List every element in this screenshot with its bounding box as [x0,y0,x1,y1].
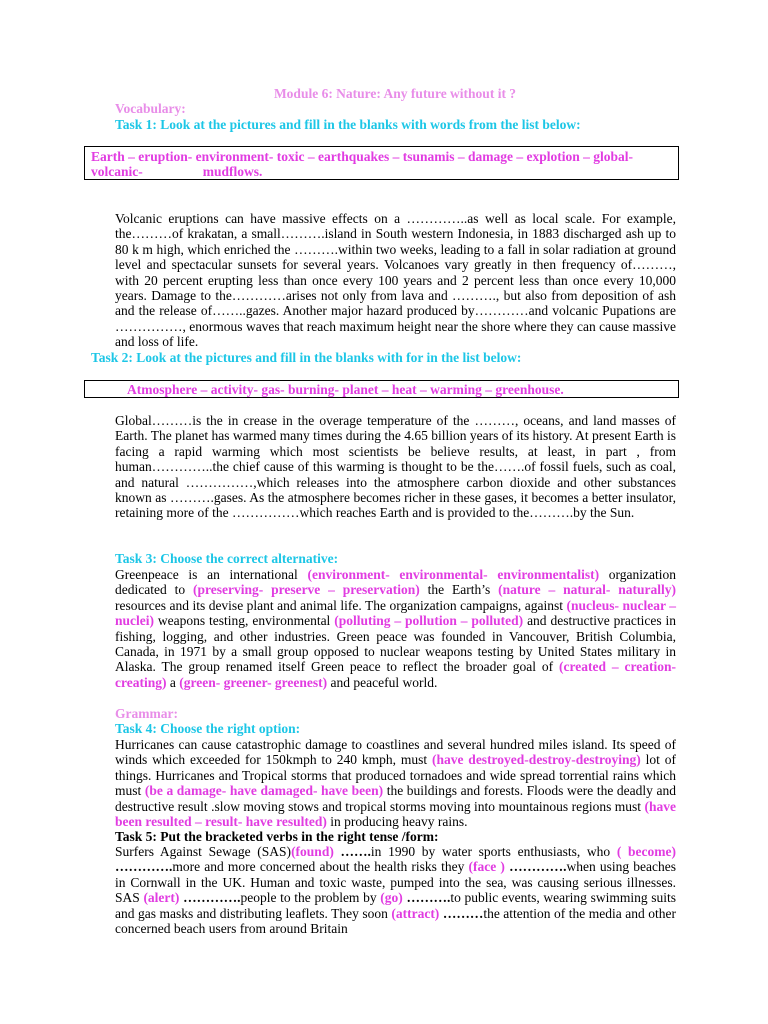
task5-text: the attention of the media and other concerned beach users from around Britain [115,905,676,937]
task3-text: and peaceful world. [327,674,438,690]
task3-option-7: (green- greener- greenest) [179,674,328,690]
task3-text: Greenpeace is an international [115,567,308,582]
task1-word-list-line2b: mudflows. [202,164,263,180]
task3-text: organization dedicated to [115,567,677,598]
task4-text: the buildings and forests. Floods were the deadly and destructive result .slow moving stows and tropical storms moving into mountainous regions must [115,783,676,814]
task5-blank-4: …………. [179,890,241,906]
task3-text: resources and its devise plant and animal life. The organization campaigns, against [115,597,567,613]
task2-paragraph: Global………is the in crease in the overage temperature of the ………, oceans, and land masses of Earth. The planet has warmed many times during the 4.65 billion years of its history. At present Earth is facing a rapid warming which most scientists be believe results, at least, in part , from human…………..the chief cause of this warming is thought to be the…….of fossil fuels, such as coal, and natural ……………,which releases into the atmosphere carbon dioxide and other substances known as ……….gases. As the atmosphere becomes richer in these gases, it becomes a better insulator, retaining more of the ……………which reaches Earth and is provided to the……….by the Sun. [115,413,676,521]
task4-text: lot of things. Hurricanes and Tropical storms that produced tornadoes and wide spread torrential rains which must [115,752,677,799]
task4-text: in producing heavy rains. [326,814,468,830]
task5-blank-5: ………. [402,890,451,906]
task3-option-4: (nucleus- nuclear – nuclei) [115,597,676,629]
task5-text: more and more concerned about the health risks they [172,859,469,875]
task3-option-6: (created – creation- creating) [115,659,676,690]
task1-word-box [84,146,679,180]
task4-text: Hurricanes can cause catastrophic damage to coastlines and several hundred miles island. Its speed of winds which exceeded for 150kmph to 240 kmph, must [115,737,676,768]
task1-heading: Task 1: Look at the pictures and fill in the blanks with words from the list below: [115,117,581,132]
task5-text: people to the problem by [240,890,381,906]
task5-paragraph [115,844,676,936]
task2-heading: Task 2: Look at the pictures and fill in the blanks with for in the list below: [91,350,522,365]
task1-word-list-line1: Earth – eruption- environment- toxic – earthquakes – tsunamis – damage – explotion – global- [91,149,634,164]
task5-blank-1: ……. [333,844,371,859]
task4-option-3: (have been resulted – result- have resulted) [115,798,676,830]
task3-text: the Earth’s [419,582,499,598]
task2-word-box [84,380,679,398]
task1-paragraph: Volcanic eruptions can have massive effects on a …………..as well as local scale. For example, the………of krakatan, a small……….island in South western Indonesia, in 1883 discharged ash up to 80 k m high, which enriched the ……….within two weeks, leading to a fall in solar radiation at ground level and spectacular sunsets for several years. Volcanoes vary greatly in then frequency of………, with 20 percent erupting less than once every 100 years and 2 percent less than once every 10,000 years. Damage to the…………arises not only from lava and ………., but also from deposition of ash and the release of……..gazes. Another major hazard produced by…………and volcanic Pupations are ……………, enormous waves that reach maximum height near the shore where they can cause massive and loss of life. [115,211,676,350]
task3-text: weapons testing, environmental [154,613,335,629]
task5-verb-5: (go) [380,890,403,906]
vocabulary-heading: Vocabulary: [115,101,186,116]
task4-heading: Task 4: Choose the right option: [115,721,301,736]
task3-option-2: (preserving- preserve – preservation) [192,582,420,598]
task5-heading: Task 5: Put the bracketed verbs in the right tense /form: [115,829,439,844]
grammar-heading: Grammar: [115,706,178,721]
task5-verb-3: (face ) [468,859,505,875]
task4-paragraph [115,737,676,829]
page-title: Module 6: Nature: Any future without it ? [273,86,517,101]
task5-verb-6: (attract) [391,905,440,921]
task5-verb-4: (alert) [143,890,180,906]
task5-text: when using beaches in Cornwall in the UK. Human and toxic waste, pumped into the sea, was causing serious illnesses. SAS [115,859,676,906]
task3-paragraph [115,567,676,690]
task5-text: Surfers Against Sewage (SAS) [115,844,292,859]
task3-option-5: (polluting – pollution – polluted) [334,613,524,629]
task1-word-list-line2a: volcanic- [91,164,143,180]
task3-heading: Task 3: Choose the correct alternative: [115,551,339,566]
task5-blank-6: ……… [439,905,484,921]
task3-text: a [166,674,180,690]
task4-option-1: (have destroyed-destroy-destroying) [431,752,641,768]
task5-text: in 1990 by water sports enthusiasts, who [370,844,617,859]
task5-verb-1: (found) [291,844,334,859]
task5-text: to public events, wearing swimming suits and gas masks and distributing leaflets. They soon [115,890,677,921]
task5-verb-2: ( become) [616,844,677,859]
task2-word-list: Atmosphere – activity- gas- burning- planet – heat – warming – greenhouse. [127,382,564,397]
task3-option-3: (nature – natural- naturally) [498,582,677,598]
task3-option-1: (environment- environmental- environmentalist) [307,567,600,582]
task5-blank-2: …………. [115,859,173,875]
task3-text: and destructive practices in fishing, logging, and other industries. Green peace was founded in Vancouver, British Columbia, Canada, in 1971 by a small group opposed to nuclear weapons testing by United States military in Alaska. The group renamed itself Green peace to reflect the broader goal of [115,613,676,675]
task4-option-2: (be a damage- have damaged- have been) [144,783,384,799]
task5-blank-3: …………. [504,859,567,875]
